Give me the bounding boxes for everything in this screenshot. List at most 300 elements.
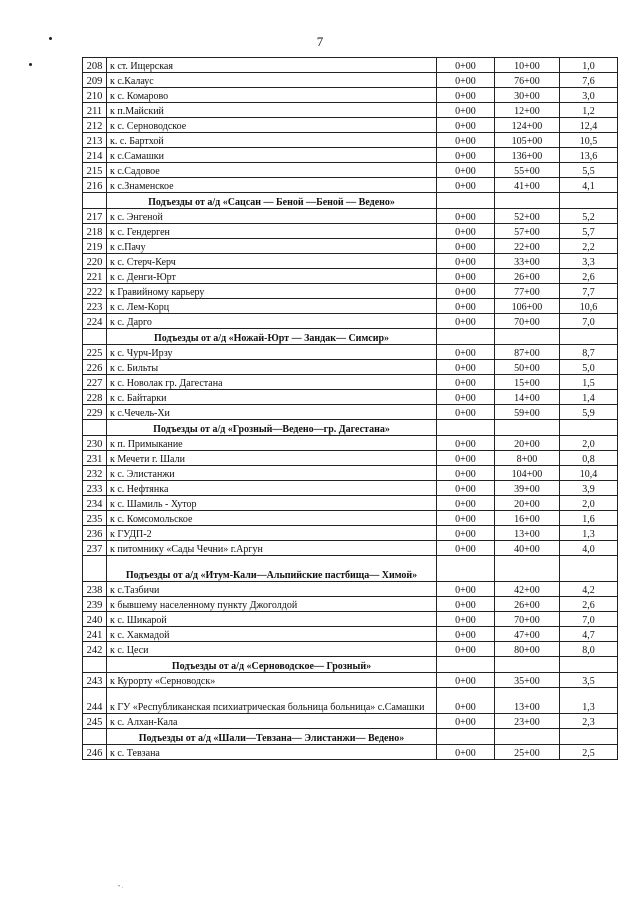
length-km: [560, 269, 618, 284]
length-km: [560, 239, 618, 254]
end-km: 80+00: [495, 642, 560, 657]
row-number: 244: [83, 688, 107, 714]
end-km: 52+00: [495, 209, 560, 224]
start-cell: [437, 556, 495, 582]
length-km: [560, 673, 618, 688]
length-km-value: 5,7: [582, 227, 595, 238]
length-km: [560, 481, 618, 496]
road-name: к с. Дарго: [107, 314, 437, 329]
length-km: [560, 224, 618, 239]
section-header-row: [83, 729, 618, 745]
start-cell: [437, 420, 495, 436]
end-km: 13+00: [495, 526, 560, 541]
road-name: к п. Примыкание: [107, 436, 437, 451]
section-title: Подъезды от а/д «Серноводское— Грозный»: [107, 657, 437, 673]
end-km: 39+00: [495, 481, 560, 496]
table-row: [83, 314, 618, 329]
table-row: [83, 58, 618, 73]
end-km: 106+00: [495, 299, 560, 314]
start-km: 0+00: [437, 541, 495, 556]
row-number: 211: [83, 103, 107, 118]
row-number: 218: [83, 224, 107, 239]
length-km: [560, 375, 618, 390]
end-km: 35+00: [495, 673, 560, 688]
length-km-value: 2,6: [582, 272, 595, 283]
length-km-value: 10,5: [579, 136, 598, 147]
road-name: к с. Лем-Корц: [107, 299, 437, 314]
road-name: к с. Шамиль - Хутор: [107, 496, 437, 511]
table-row: [83, 642, 618, 657]
row-number: 209: [83, 73, 107, 88]
end-cell: [495, 657, 560, 673]
end-cell: [495, 420, 560, 436]
length-km-value: 3,0: [582, 91, 595, 102]
road-name: к с. Цеси: [107, 642, 437, 657]
length-km: [560, 178, 618, 193]
section-header-row: [83, 193, 618, 209]
table-row: [83, 390, 618, 405]
road-name: к с. Комсомольское: [107, 511, 437, 526]
start-km: 0+00: [437, 688, 495, 714]
length-km-value: 7,0: [582, 615, 595, 626]
table-row: [83, 73, 618, 88]
length-km-value: 10,4: [579, 469, 598, 480]
row-number: 214: [83, 148, 107, 163]
length-km-value: 4,7: [582, 630, 595, 641]
start-km: 0+00: [437, 360, 495, 375]
road-name: к с. Тевзана: [107, 745, 437, 760]
length-km: [560, 405, 618, 420]
length-cell: [560, 420, 618, 436]
end-km: 57+00: [495, 224, 560, 239]
road-name: к Курорту «Серноводск»: [107, 673, 437, 688]
section-title: Подъезды от а/д «Ножай-Юрт — Зандак— Симсир»: [107, 329, 437, 345]
table-row: [83, 148, 618, 163]
end-km: 124+00: [495, 118, 560, 133]
length-km: [560, 496, 618, 511]
row-number: 213: [83, 133, 107, 148]
table-row: [83, 627, 618, 642]
length-km-value: 7,6: [582, 76, 595, 87]
length-km: [560, 466, 618, 481]
road-name: к ст. Ищерская: [107, 58, 437, 73]
start-km: 0+00: [437, 481, 495, 496]
start-km: 0+00: [437, 148, 495, 163]
road-name: к с. Хакмадой: [107, 627, 437, 642]
start-cell: [437, 657, 495, 673]
road-name: к ГУДП-2: [107, 526, 437, 541]
start-km: 0+00: [437, 496, 495, 511]
section-title: Подъезды от а/д «Шали—Тевзана— Элистанжи— Ведено»: [107, 729, 437, 745]
table-row: [83, 239, 618, 254]
length-km: [560, 284, 618, 299]
row-number-cell: [83, 556, 107, 582]
road-name: к с. Нефтянка: [107, 481, 437, 496]
road-name: к ГУ «Республиканская психиатрическая больница больница» с.Самашки: [107, 688, 437, 714]
section-header-row: [83, 420, 618, 436]
row-number: 239: [83, 597, 107, 612]
end-km: 41+00: [495, 178, 560, 193]
length-km-value: 12,4: [579, 121, 598, 132]
row-number: 245: [83, 714, 107, 729]
length-km-value: 3,3: [582, 257, 595, 268]
row-number: 236: [83, 526, 107, 541]
length-km-value: 4,2: [582, 585, 595, 596]
start-km: 0+00: [437, 299, 495, 314]
length-km-value: 1,0: [582, 61, 595, 72]
length-km: [560, 511, 618, 526]
end-km: 76+00: [495, 73, 560, 88]
road-name: к с. Новолак гр. Дагестана: [107, 375, 437, 390]
length-km-value: 7,7: [582, 287, 595, 298]
end-km: 20+00: [495, 496, 560, 511]
row-number: 231: [83, 451, 107, 466]
page-number: 7: [316, 34, 324, 49]
row-number: 243: [83, 673, 107, 688]
start-km: 0+00: [437, 511, 495, 526]
table-row: [83, 466, 618, 481]
road-name: к с. Денги-Юрт: [107, 269, 437, 284]
length-km-value: 8,7: [582, 348, 595, 359]
start-km: 0+00: [437, 582, 495, 597]
row-number: 246: [83, 745, 107, 760]
start-cell: [437, 729, 495, 745]
end-km: 15+00: [495, 375, 560, 390]
table-row: [83, 88, 618, 103]
start-km: 0+00: [437, 612, 495, 627]
row-number: 224: [83, 314, 107, 329]
length-km: [560, 133, 618, 148]
length-km-value: 7,0: [582, 317, 595, 328]
length-km: [560, 642, 618, 657]
end-km: 20+00: [495, 436, 560, 451]
row-number: 215: [83, 163, 107, 178]
row-number: 210: [83, 88, 107, 103]
length-km: [560, 345, 618, 360]
end-cell: [495, 729, 560, 745]
road-name: к Гравийному карьеру: [107, 284, 437, 299]
table-row: [83, 345, 618, 360]
end-cell: [495, 193, 560, 209]
end-km: 104+00: [495, 466, 560, 481]
length-km: [560, 254, 618, 269]
table-row: [83, 360, 618, 375]
row-number: 226: [83, 360, 107, 375]
end-cell: [495, 556, 560, 582]
end-km: 70+00: [495, 612, 560, 627]
length-km-value: 2,5: [582, 748, 595, 759]
row-number: 238: [83, 582, 107, 597]
length-km: [560, 88, 618, 103]
end-km: 13+00: [495, 688, 560, 714]
table-row: [83, 405, 618, 420]
length-km-value: 0,8: [582, 454, 595, 465]
end-km: 26+00: [495, 597, 560, 612]
start-km: 0+00: [437, 178, 495, 193]
length-km: [560, 209, 618, 224]
start-km: 0+00: [437, 58, 495, 73]
table-row: [83, 118, 618, 133]
length-km: [560, 148, 618, 163]
length-km-value: 8,0: [582, 645, 595, 656]
road-name: к с. Энгеной: [107, 209, 437, 224]
table-row: [83, 597, 618, 612]
road-name: к с. Элистанжи: [107, 466, 437, 481]
row-number-cell: [83, 729, 107, 745]
road-name: к с. Шикарой: [107, 612, 437, 627]
length-km-value: 2,0: [582, 499, 595, 510]
length-km: [560, 299, 618, 314]
start-km: 0+00: [437, 284, 495, 299]
table-row: [83, 612, 618, 627]
length-km: [560, 451, 618, 466]
start-km: 0+00: [437, 714, 495, 729]
length-km-value: 2,3: [582, 717, 595, 728]
length-km-value: 5,0: [582, 363, 595, 374]
road-name: к с.Чечель-Хи: [107, 405, 437, 420]
end-km: 25+00: [495, 745, 560, 760]
start-km: 0+00: [437, 526, 495, 541]
end-km: 77+00: [495, 284, 560, 299]
length-km-value: 3,9: [582, 484, 595, 495]
length-km-value: 3,5: [582, 676, 595, 687]
length-km: [560, 612, 618, 627]
row-number: 223: [83, 299, 107, 314]
table-row: [83, 451, 618, 466]
table-row: [83, 436, 618, 451]
section-title: Подъезды от а/д «Грозный—Ведено—гр. Дагестана»: [107, 420, 437, 436]
end-km: 12+00: [495, 103, 560, 118]
road-name: к с.Садовое: [107, 163, 437, 178]
road-name: к п.Майский: [107, 103, 437, 118]
length-cell: [560, 193, 618, 209]
length-cell: [560, 556, 618, 582]
table-row: [83, 541, 618, 556]
road-name: к с. Алхан-Кала: [107, 714, 437, 729]
scan-speck: [49, 37, 52, 40]
row-number: 217: [83, 209, 107, 224]
length-km-value: 4,1: [582, 181, 595, 192]
length-km-value: 2,2: [582, 242, 595, 253]
length-km: [560, 526, 618, 541]
road-name: к с. Бильты: [107, 360, 437, 375]
start-km: 0+00: [437, 88, 495, 103]
row-number: 237: [83, 541, 107, 556]
length-km: [560, 360, 618, 375]
end-km: 30+00: [495, 88, 560, 103]
row-number-cell: [83, 329, 107, 345]
length-cell: [560, 657, 618, 673]
section-header-row: [83, 657, 618, 673]
table-row: [83, 163, 618, 178]
table-row: [83, 526, 618, 541]
length-km-value: 4,0: [582, 544, 595, 555]
start-km: 0+00: [437, 118, 495, 133]
length-km-value: 5,2: [582, 212, 595, 223]
table-row: [83, 178, 618, 193]
row-number: 228: [83, 390, 107, 405]
length-km: [560, 597, 618, 612]
length-km-value: 1,5: [582, 378, 595, 389]
road-name: к с.Самашки: [107, 148, 437, 163]
road-name: к с.Калаус: [107, 73, 437, 88]
road-name: к с. Чурч-Ирзу: [107, 345, 437, 360]
length-km: [560, 163, 618, 178]
start-km: 0+00: [437, 627, 495, 642]
length-km-value: 13,6: [579, 151, 598, 162]
row-number: 235: [83, 511, 107, 526]
road-name: к с.Пачу: [107, 239, 437, 254]
table-row: [83, 375, 618, 390]
row-number: 229: [83, 405, 107, 420]
end-km: 33+00: [495, 254, 560, 269]
start-km: 0+00: [437, 269, 495, 284]
table-row: [83, 511, 618, 526]
row-number: 233: [83, 481, 107, 496]
section-header-row: [83, 556, 618, 582]
length-km-value: 5,5: [582, 166, 595, 177]
end-km: 10+00: [495, 58, 560, 73]
row-number-cell: [83, 420, 107, 436]
scan-speck: [29, 63, 32, 66]
start-km: 0+00: [437, 224, 495, 239]
road-name: к Мечети г. Шали: [107, 451, 437, 466]
end-km: 70+00: [495, 314, 560, 329]
table-row: [83, 224, 618, 239]
length-km-value: 10,6: [579, 302, 598, 313]
start-km: 0+00: [437, 466, 495, 481]
road-name: к питомнику «Сады Чечни» г.Аргун: [107, 541, 437, 556]
length-km: [560, 541, 618, 556]
row-number: 242: [83, 642, 107, 657]
length-km: [560, 714, 618, 729]
length-km-value: 2,6: [582, 600, 595, 611]
start-km: 0+00: [437, 345, 495, 360]
row-number-cell: [83, 657, 107, 673]
road-name: к с.Знаменское: [107, 178, 437, 193]
length-km: [560, 390, 618, 405]
road-name: к. с. Бартхой: [107, 133, 437, 148]
section-header-row: [83, 329, 618, 345]
length-km: [560, 688, 618, 714]
end-km: 55+00: [495, 163, 560, 178]
table-row: [83, 688, 618, 714]
table-row: [83, 673, 618, 688]
length-km: [560, 436, 618, 451]
end-km: 87+00: [495, 345, 560, 360]
road-name: к с. Стерч-Керч: [107, 254, 437, 269]
start-cell: [437, 193, 495, 209]
row-number: 241: [83, 627, 107, 642]
end-km: 50+00: [495, 360, 560, 375]
row-number: 227: [83, 375, 107, 390]
start-km: 0+00: [437, 436, 495, 451]
roads-table-body: [83, 58, 618, 760]
start-km: 0+00: [437, 642, 495, 657]
row-number: 208: [83, 58, 107, 73]
length-km: [560, 582, 618, 597]
end-km: 23+00: [495, 714, 560, 729]
row-number: 219: [83, 239, 107, 254]
start-km: 0+00: [437, 745, 495, 760]
length-km: [560, 58, 618, 73]
end-km: 105+00: [495, 133, 560, 148]
length-km: [560, 118, 618, 133]
table-row: [83, 103, 618, 118]
start-km: 0+00: [437, 390, 495, 405]
length-km-value: 5,9: [582, 408, 595, 419]
row-number: 240: [83, 612, 107, 627]
table-row: [83, 299, 618, 314]
row-number: 222: [83, 284, 107, 299]
start-km: 0+00: [437, 314, 495, 329]
row-number: 230: [83, 436, 107, 451]
row-number: 234: [83, 496, 107, 511]
road-name: к с. Гендерген: [107, 224, 437, 239]
table-row: [83, 496, 618, 511]
length-cell: [560, 329, 618, 345]
row-number-cell: [83, 193, 107, 209]
start-km: 0+00: [437, 597, 495, 612]
table-row: [83, 745, 618, 760]
end-km: 40+00: [495, 541, 560, 556]
length-cell: [560, 729, 618, 745]
length-km: [560, 73, 618, 88]
end-km: 136+00: [495, 148, 560, 163]
start-km: 0+00: [437, 163, 495, 178]
length-km: [560, 745, 618, 760]
start-km: 0+00: [437, 103, 495, 118]
row-number: 221: [83, 269, 107, 284]
end-km: 47+00: [495, 627, 560, 642]
table-row: [83, 481, 618, 496]
table-row: [83, 714, 618, 729]
road-name: к бывшему населенному пункту Джоголдой: [107, 597, 437, 612]
table-row: [83, 254, 618, 269]
scan-mark: • .: [118, 884, 124, 890]
start-km: 0+00: [437, 254, 495, 269]
length-km-value: 1,3: [582, 702, 595, 713]
end-km: 14+00: [495, 390, 560, 405]
end-cell: [495, 329, 560, 345]
table-row: [83, 269, 618, 284]
section-title: Подъезды от а/д «Сацсан — Беной —Беной — Ведено»: [107, 193, 437, 209]
length-km: [560, 103, 618, 118]
end-km: 8+00: [495, 451, 560, 466]
road-name: к с. Байтарки: [107, 390, 437, 405]
table-row: [83, 284, 618, 299]
length-km-value: 1,3: [582, 529, 595, 540]
length-km: [560, 627, 618, 642]
length-km-value: 1,2: [582, 106, 595, 117]
start-cell: [437, 329, 495, 345]
table-row: [83, 209, 618, 224]
end-km: 42+00: [495, 582, 560, 597]
section-title: Подъезды от а/д «Итум-Кали—Альпийские пастбища— Химой»: [107, 556, 437, 582]
length-km: [560, 314, 618, 329]
roads-table: [82, 57, 618, 760]
start-km: 0+00: [437, 451, 495, 466]
end-km: 22+00: [495, 239, 560, 254]
road-name: к с. Комарово: [107, 88, 437, 103]
start-km: 0+00: [437, 673, 495, 688]
row-number: 216: [83, 178, 107, 193]
end-km: 16+00: [495, 511, 560, 526]
length-km-value: 1,4: [582, 393, 595, 404]
length-km-value: 1,6: [582, 514, 595, 525]
end-km: 26+00: [495, 269, 560, 284]
table-row: [83, 133, 618, 148]
